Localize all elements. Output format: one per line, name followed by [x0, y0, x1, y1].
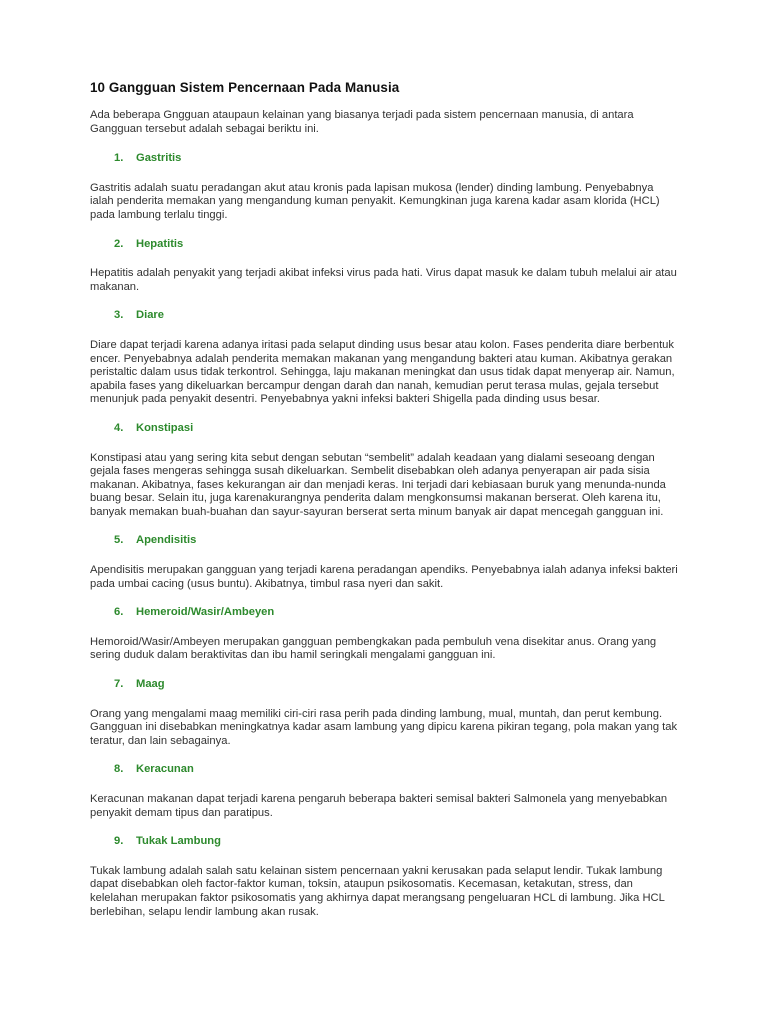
section-number: 9.: [114, 835, 124, 848]
section-number: 6.: [114, 606, 124, 619]
section-heading: [90, 534, 680, 548]
section-title: Hepatitis: [136, 237, 184, 250]
section-hepatitis: [90, 238, 680, 295]
section-number: 4.: [114, 421, 124, 434]
section-body: Keracunan makanan dapat terjadi karena pengaruh beberapa bakteri semisal bakteri Salmonela yang menyebabkan penyakit demam tipus dan paratipus.: [90, 793, 668, 819]
section-body: Gastritis adalah suatu peradangan akut atau kronis pada lapisan mukosa (lender) dinding lambung. Penyebabnya ialah penderita memakan yang mengandung kuman penyakit. Kemungkinan juga karena kadar asam klorida (HCL) pada lambung terlalu tinggi.: [90, 181, 660, 221]
section-heading: [90, 152, 680, 166]
section-diare: [90, 309, 680, 407]
section-title: Diare: [136, 309, 164, 322]
section-maag: [90, 678, 680, 748]
section-title: Keracunan: [136, 763, 194, 776]
section-apendisitis: [90, 534, 680, 591]
section-body: Hemoroid/Wasir/Ambeyen merupakan gangguan pembengkakan pada pembuluh vena disekitar anus. Orang yang sering duduk dalam beraktivitas dan ibu hamil seringkali mengalami gangguan ini.: [90, 635, 657, 662]
section-title: Apendisitis: [136, 534, 197, 547]
section-title: Gastritis: [136, 152, 182, 165]
section-body: Orang yang mengalami maag memiliki ciri-ciri rasa perih pada dinding lambung, mual, muntah, dan perut kembung. Gangguan ini disebabkan meningkatnya kadar asam lambung yang dipicu karena pikiran tegang, pola makan yang tak teratur, dan lain sebagainya.: [90, 707, 678, 747]
section-heading: [90, 422, 680, 436]
section-body: Konstipasi atau yang sering kita sebut dengan sebutan “sembelit” adalah keadaan yang dialami seseoang dengan gejala fases mengeras sehingga susah dikeluarkan. Sembelit disebabkan oleh adanya penyerapan air pada sisia makanan. Akibatnya, fases kekurangan air dan menjadi keras. Ini terjadi dari kebiasaan buruk yang menunda-nunda buang besar. Selain itu, juga karenakurangnya penderita dalam mengkonsumsi makanan berserat. Oleh karena itu, banyak memakan buah-buahan dan sayur-sayuran berserat serta minum banyak air dapat mencegah gangguan ini.: [90, 451, 666, 518]
document-content: [90, 80, 680, 934]
section-number: 1.: [114, 152, 124, 165]
section-number: 8.: [114, 763, 124, 776]
document-title: 10 Gangguan Sistem Pencernaan Pada Manusia: [90, 80, 400, 95]
section-title: Tukak Lambung: [136, 835, 221, 848]
intro-paragraph: Ada beberapa Gngguan ataupaun kelainan yang biasanya terjadi pada sistem pencernaan manusia, di antara Gangguan tersebut adalah sebagai beriktu ini.: [90, 109, 634, 135]
section-number: 5.: [114, 534, 124, 547]
section-heading: [90, 606, 680, 620]
section-hemeroid: [90, 606, 680, 663]
section-number: 7.: [114, 678, 124, 691]
section-heading: [90, 309, 680, 323]
section-number: 2.: [114, 237, 124, 250]
section-heading: [90, 238, 680, 252]
section-body: Diare dapat terjadi karena adanya iritasi pada selaput dinding usus besar atau kolon. Fases penderita diare berbentuk encer. Penyebabnya adalah penderita memakan makanan yang mengandung bakteri atau kuman. Akibatnya gerakan peristaltic dalam usus tidak terkontrol. Sehingga, laju makanan meningkat dan usus tidak dapat menyerap air. Namun, apabila fases yang dikeluarkan bercampur dengan darah dan nanah, kemudian perut terasa mulas, gejala tersebut menunjuk pada penyakit desentri. Penyebabnya yakni infeksi bakteri Shigella pada dinding usus besar.: [90, 338, 675, 406]
section-body: Hepatitis adalah penyakit yang terjadi akibat infeksi virus pada hati. Virus dapat masuk ke dalam tubuh melalui air atau makanan.: [90, 267, 677, 293]
section-heading: [90, 835, 680, 849]
section-keracunan: [90, 763, 680, 820]
section-title: Konstipasi: [136, 421, 194, 434]
section-body: Tukak lambung adalah salah satu kelainan sistem pencernaan yakni kerusakan pada selaput lendir. Tukak lambung dapat disebabkan oleh factor-faktor kuman, toksin, ataupun psikosomatis. Kecemasan, ketakutan, stress, dan kelelahan merupakan faktor psikosomatis yang akhirnya dapat merangsang pengeluaran HCL di lambung. Jika HCL berlebihan, selapu lendir lambung akan rusak.: [90, 864, 665, 918]
section-konstipasi: [90, 422, 680, 520]
section-title: Maag: [136, 678, 165, 691]
section-heading: [90, 763, 680, 777]
section-title: Hemeroid/Wasir/Ambeyen: [136, 606, 275, 619]
section-tukak-lambung: [90, 835, 680, 919]
section-number: 3.: [114, 309, 124, 322]
section-heading: [90, 678, 680, 692]
section-gastritis: [90, 152, 680, 222]
section-body: Apendisitis merupakan gangguan yang terjadi karena peradangan apendiks. Penyebabnya ialah adanya infeksi bakteri pada umbai cacing (usus buntu). Akibatnya, timbul rasa nyeri dan sakit.: [90, 564, 678, 590]
